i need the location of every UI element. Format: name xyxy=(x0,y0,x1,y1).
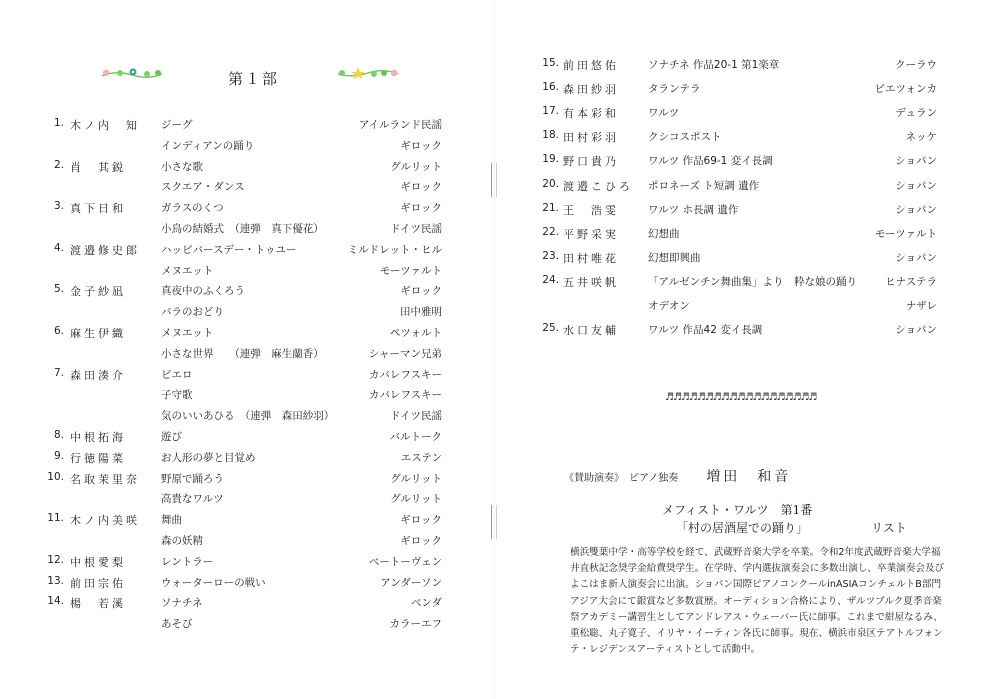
composer-name: ベンダ xyxy=(410,597,442,610)
performance-number: 17. xyxy=(542,105,559,118)
program-row xyxy=(525,298,937,312)
performance-number: 10. xyxy=(47,470,64,483)
composer-name: モーツァルト xyxy=(874,227,937,240)
performance-number: 16. xyxy=(542,81,559,94)
performer-name: 名取茉里奈 xyxy=(70,472,140,486)
program-row xyxy=(30,263,442,277)
composer-name: ショパン xyxy=(895,324,937,337)
piece-title: インディアンの踊り xyxy=(161,139,255,152)
flower-star-garland-icon xyxy=(336,66,400,80)
performer-name: 中根拓海 xyxy=(70,431,126,444)
program-row xyxy=(525,105,937,119)
program-row xyxy=(30,367,442,381)
composer-name: ミルドレット・ヒル xyxy=(347,243,442,256)
program-row xyxy=(30,616,442,630)
performer-name: 楊 若溪 xyxy=(70,597,126,611)
program-row xyxy=(525,274,937,288)
performance-number: 14. xyxy=(47,595,64,608)
performer-name: 真下日和 xyxy=(70,202,126,216)
composer-name: ドイツ民謡 xyxy=(390,223,442,235)
performer-name: 森田湊介 xyxy=(70,368,126,382)
composer-name: グルリット xyxy=(390,160,442,173)
composer-name: ギロック xyxy=(400,181,442,194)
composer-name: ギロック xyxy=(400,535,442,547)
piece-title: ガラスのくつ xyxy=(161,202,224,215)
program-row xyxy=(30,512,442,526)
composer-name: ピエツォンカ xyxy=(874,83,937,96)
program-row xyxy=(30,408,442,422)
piece-title: お人形の夢と目覚め xyxy=(161,451,256,464)
performance-number: 5. xyxy=(53,283,64,296)
performer-name: 肖 其鋭 xyxy=(70,160,126,174)
performer-name: 中根愛梨 xyxy=(70,555,126,569)
performer-name: 王 浩雯 xyxy=(563,203,619,217)
piece-title: 子守歌 xyxy=(161,389,193,402)
program-row xyxy=(30,595,442,609)
performer-name: 田村唯花 xyxy=(563,251,619,265)
composer-name: グルリット xyxy=(390,493,442,506)
composer-name: ネッケ xyxy=(905,131,937,144)
piece-title: 遊び xyxy=(161,431,182,443)
program-row xyxy=(30,346,442,360)
performer-name: 金子紗凪 xyxy=(70,285,126,299)
guest-composer: リスト xyxy=(871,521,907,535)
performance-number: 25. xyxy=(542,322,559,335)
piece-title: ワルツ 作品42 変イ長調 xyxy=(648,324,763,337)
piece-title: 野原で踊ろう xyxy=(161,472,224,485)
program-row xyxy=(525,226,937,240)
piece-title: 高貴なワルツ xyxy=(161,493,224,506)
composer-name: ドイツ民謡 xyxy=(390,410,442,423)
piece-title: ハッピバースデー・トゥユー xyxy=(161,243,297,256)
composer-name: エステン xyxy=(400,451,442,464)
performance-number: 9. xyxy=(53,449,64,462)
composer-name: グルリット xyxy=(390,472,442,485)
performance-number: 15. xyxy=(542,57,559,69)
program-row xyxy=(30,159,442,173)
piece-title: ソナチネ xyxy=(161,597,203,610)
piece-title: ワルツ ホ長調 遺作 xyxy=(648,203,739,216)
guest-piece-title: メフィスト・ワルツ 第1番 xyxy=(662,503,813,517)
composer-name: アンダーソン xyxy=(380,576,442,589)
piece-title: ジーグ xyxy=(161,119,193,131)
performance-number: 24. xyxy=(542,273,559,286)
piece-title: ソナチネ 作品20-1 第1楽章 xyxy=(648,59,780,71)
piece-title: メヌエット xyxy=(161,327,214,339)
piece-title: 森の妖精 xyxy=(161,535,203,547)
performer-name: 有本彩和 xyxy=(563,107,619,121)
performance-number: 12. xyxy=(47,553,64,566)
composer-name: ペツォルト xyxy=(389,327,442,339)
composer-name: モーツァルト xyxy=(379,264,442,277)
composer-name: ギロック xyxy=(400,139,442,152)
program-row xyxy=(525,153,937,167)
composer-name: ギロック xyxy=(400,202,442,215)
piece-title: オデオン xyxy=(648,300,690,312)
performance-number: 4. xyxy=(53,241,64,254)
composer-name: ギロック xyxy=(400,285,442,298)
composer-name: ギロック xyxy=(400,514,442,527)
performer-name: 前田悠佑 xyxy=(563,59,619,72)
piece-title: 幻想曲 xyxy=(648,227,680,240)
piece-title: ワルツ xyxy=(648,107,680,120)
composer-name: ヒナステラ xyxy=(885,275,937,288)
program-row xyxy=(30,554,442,568)
program-row xyxy=(525,178,937,192)
performance-number: 2. xyxy=(53,158,64,171)
program-row xyxy=(30,325,442,339)
performer-name: 渡邉修史郎 xyxy=(70,243,140,257)
program-row xyxy=(30,471,442,485)
piece-title: あそび xyxy=(161,618,193,631)
composer-name: ショパン xyxy=(895,155,937,168)
performer-name: 行徳陽菜 xyxy=(70,451,126,465)
piece-title: レントラー xyxy=(161,555,214,568)
guest-biography: 横浜雙葉中学・高等学校を経て、武蔵野音楽大学を卒業。令和2年度武蔵野音楽大学福井直秋記念奨学金給費奨学生。在学時、学内選抜演奏会に多数出演し、卒業演奏会及びよこはま新人演奏会に出演。ショパン国際ピアノコンクールinASIAコンチェルトB部門アジア大会にて銀賞など多数賞歴。オーディション合格により、ザルツブルク夏季音楽祭アカデミー講習生としてアンドレアス・ウェーバー氏に師事。これまで紺屋なるみ、重松聡、丸子寛子、イリヤ・イーティン各氏に師事。現在、横浜市泉区テアトルフォンテ・レジデンスアーティストとして活動中。 xyxy=(570,547,945,656)
piece-title: 小さな歌 xyxy=(161,160,203,173)
performance-number: 23. xyxy=(542,249,559,262)
piece-title: スクエア・ダンス xyxy=(161,181,245,194)
performance-number: 6. xyxy=(53,325,64,337)
composer-name: ショパン xyxy=(895,203,937,216)
performer-name: 野口貴乃 xyxy=(563,155,619,169)
performer-name: 平野采実 xyxy=(563,227,619,241)
piece-title: 幻想即興曲 xyxy=(648,251,701,264)
performance-number: 8. xyxy=(53,429,64,441)
flower-garland-icon xyxy=(100,66,164,80)
program-row xyxy=(525,202,937,216)
performance-number: 22. xyxy=(542,225,559,238)
program-row xyxy=(30,117,442,131)
composer-name: カラーエフ xyxy=(389,618,442,631)
performer-name: 前田宗佑 xyxy=(70,576,126,590)
program-row xyxy=(30,179,442,193)
performer-name: 木ノ内 知 xyxy=(70,119,140,132)
performer-name: 田村彩羽 xyxy=(563,131,619,145)
program-row xyxy=(30,200,442,214)
program-row xyxy=(30,304,442,318)
staple-mark xyxy=(491,505,497,539)
part-title: 第１部 xyxy=(228,70,280,88)
program-row xyxy=(525,129,937,143)
page-fold xyxy=(494,0,495,699)
performance-number: 21. xyxy=(542,201,559,214)
performance-number: 7. xyxy=(53,366,64,379)
piece-title: ピエロ xyxy=(161,368,193,381)
performer-name: 森田紗羽 xyxy=(563,83,619,97)
program-row xyxy=(525,322,937,336)
performer-name: 木ノ内美咲 xyxy=(70,514,140,528)
piece-title: 小鳥の結婚式 （連弾 真下優花） xyxy=(161,223,324,235)
composer-name: デュラン xyxy=(895,107,937,120)
piece-title: タランテラ xyxy=(648,83,701,96)
program-row xyxy=(30,450,442,464)
performer-name: 渡邉こひろ xyxy=(563,179,633,193)
composer-name: バルトーク xyxy=(389,431,442,443)
composer-name: ナザレ xyxy=(905,300,937,312)
piece-title: ウォーターローの戦い xyxy=(161,576,266,589)
composer-name: シャーマン兄弟 xyxy=(368,347,442,360)
performance-number: 13. xyxy=(47,574,64,587)
piece-title: メヌエット xyxy=(161,264,214,277)
program-row xyxy=(525,250,937,264)
music-notes-divider: ♬♬♬♬♬♬♬♬♬♬♬♬♬♬♬♬♬♬♬ xyxy=(665,392,817,403)
guest-performer xyxy=(564,466,791,486)
composer-name: 田中雅明 xyxy=(400,306,442,319)
guest-name: 増田 和音 xyxy=(706,469,792,485)
program-row xyxy=(30,575,442,589)
program-row xyxy=(30,138,442,152)
performance-number: 19. xyxy=(542,153,559,166)
program-row xyxy=(30,283,442,297)
performance-number: 18. xyxy=(542,129,559,142)
performance-number: 11. xyxy=(47,512,64,525)
piece-title: クシコスポスト xyxy=(648,131,722,144)
piece-title: 小さな世界 （連弾 麻生蘭香） xyxy=(161,347,324,360)
piece-title: 気のいいあひる （連弾 森田紗羽） xyxy=(161,410,335,423)
program-row xyxy=(30,242,442,256)
program-row xyxy=(30,491,442,505)
program-row xyxy=(525,81,937,95)
piece-title: バラのおどり xyxy=(161,306,224,319)
piece-title: ワルツ 作品69-1 変イ長調 xyxy=(648,155,773,168)
performance-number: 20. xyxy=(542,177,559,190)
composer-name: ショパン xyxy=(895,251,937,264)
piece-title: 舞曲 xyxy=(161,514,182,527)
guest-piece-subtitle: 「村の居酒屋での踊り」 xyxy=(676,521,809,535)
program-row xyxy=(30,387,442,401)
composer-name: クーラウ xyxy=(895,59,937,71)
composer-name: ショパン xyxy=(895,179,937,192)
performer-name: 五井咲帆 xyxy=(563,275,619,289)
performer-name: 麻生伊織 xyxy=(70,327,126,340)
performer-name: 水口友輔 xyxy=(563,324,619,338)
guest-label: 《賛助演奏》 ピアノ独奏 xyxy=(564,473,679,484)
piece-title: ポロネーズ ト短調 遺作 xyxy=(648,179,760,192)
program-row xyxy=(30,221,442,235)
staple-mark xyxy=(491,163,497,197)
performance-number: 1. xyxy=(53,117,64,129)
program-row xyxy=(30,533,442,547)
performance-number: 3. xyxy=(53,200,64,213)
piece-title: 「アルゼンチン舞曲集」より 粋な娘の踊り xyxy=(648,275,858,288)
composer-name: カバレフスキー xyxy=(368,389,442,402)
composer-name: カバレフスキー xyxy=(368,368,442,381)
piece-title: 真夜中のふくろう xyxy=(161,285,245,298)
composer-name: ベートーヴェン xyxy=(368,555,442,568)
program-row xyxy=(30,429,442,443)
composer-name: アイルランド民謡 xyxy=(358,119,442,131)
program-row xyxy=(525,57,937,71)
